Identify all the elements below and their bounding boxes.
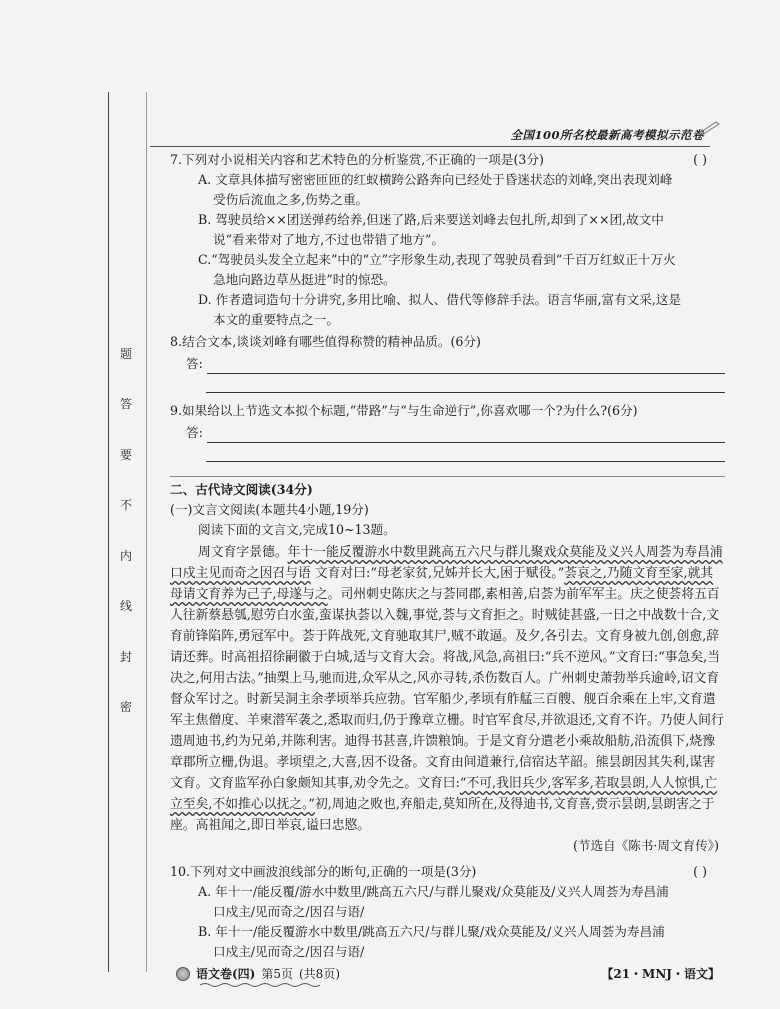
footer-badge-icon xyxy=(176,967,190,981)
passage-text: 。司州刺史陈庆之与荟同郡,素相善,启荟为前军军主。庆之使荟将五百人往新蔡悬瓠,慰劳白水蛮,蛮谋执荟以入魏,事觉,荟与文育拒之。时贼徒甚盛,一日之中战数十合,文育前锋陷阵,勇冠军中。荟于阵战死,文育驰取其尸,贼不敢逼。及夕,各引去。文育身被九创,创愈,辞请还葬。时高祖招徐嗣徽于白城,适与文育大会。将战,风急,高祖曰:“兵不逆风。”文育曰:“事急矣,当决之,何用古法。”抽槊上马,驰而进,众军从之,风亦寻转,杀伤数百人。广州刺史萧勃举兵逾岭,诏文育督众军讨之。时新吴洞主余孝顷举兵应勃。官军船少,孝顷有舴艋三百艘、舰百余乘在上牢,文育遣军主焦僧度、羊柬潜军袭之,悉取而归,仍于豫章立栅。时官军食尽,并欲退还,文育不许。乃使人间行遗周迪书,约为兄弟,并陈利害。迪得书甚喜,许馈粮饷。于是文育分遣老小乘故船舫,沿流俱下,烧豫章郡所立栅,伪退。孝顷望之,大喜,因不设备。文育由间道兼行,信宿达芊韶。熊昙朗因其失利,谋害文育。文育监军孙白象颇知其事,劝令先之。文育曰: xyxy=(170,587,724,791)
reading-instruction: 阅读下面的文言文,完成10~13题。 xyxy=(198,522,396,537)
exam-content xyxy=(170,150,725,962)
question-stem: 10.下列对文中画波浪线部分的断句,正确的一项是(3分) xyxy=(170,864,477,879)
option-text: A. 年十一/能反覆/游水中数里/跳高五六尺/与群儿聚戏/众莫能及/义兴人周荟为寿昌浦 xyxy=(198,884,669,899)
notice-char: 内 xyxy=(119,548,132,563)
question-8: 8.结合文本,谈谈刘峰有哪些值得称赞的精神品质。(6分) xyxy=(170,334,481,349)
underlined-text: 荟哀之,乃随文育至家,就其母请文育养为己子,母遂与之 xyxy=(170,566,714,602)
answer-label: 答: xyxy=(186,356,203,371)
option-d xyxy=(170,290,725,330)
notice-char: 封 xyxy=(119,649,132,664)
question-7 xyxy=(170,150,725,170)
notice-char: 不 xyxy=(119,498,132,513)
option-a xyxy=(170,882,725,922)
option-text: B. 驾驶员给××团送弹药给养,但迷了路,后来要送刘峰去包扎所,却到了××团,故文中 xyxy=(198,212,664,227)
notice-char: 密 xyxy=(119,699,132,714)
passage-text: 周文育字景德。 xyxy=(198,545,288,560)
passage-text: 文育对曰:“母老家贫,兄姊并长大,困于赋役。” xyxy=(310,566,565,581)
question-9: 9.如果给以上节选文本拟个标题,“带路”与“与生命逆行”,你喜欢哪一个?为什么?(6分) xyxy=(170,403,638,418)
notice-char: 线 xyxy=(119,599,132,614)
option-b xyxy=(170,922,725,962)
option-text: D. 作者遣词造句十分讲究,多用比喻、拟人、借代等修辞手法。语言华丽,富有文采,这是 xyxy=(198,292,682,307)
subsection-title: (一)文言文阅读(本题共4小题,19分) xyxy=(170,502,369,517)
footer-exam-name: 语文卷(四) xyxy=(196,967,256,981)
footer-page: 第5页 xyxy=(261,967,293,981)
classical-passage xyxy=(170,542,725,836)
seal-line-notice xyxy=(112,345,140,715)
option-text: C.“驾驶员头发全立起来”中的“立”字形象生动,表现了驾驶员看到“千百万红蚁正十万火 xyxy=(198,252,676,267)
binding-margin-line-inner xyxy=(146,92,147,972)
option-text: B. 年十一/能反覆游水中数里/跳高五六尺/与群儿聚/戏众莫能及/义兴人周荟为寿昌浦 xyxy=(198,924,665,939)
option-text-cont: 口戍主/见而奇之/因召与语/ xyxy=(213,944,365,959)
notice-char: 要 xyxy=(119,447,132,462)
option-b xyxy=(170,210,725,250)
notice-char: 题 xyxy=(119,347,132,361)
footer-total: (共8页) xyxy=(299,967,340,981)
passage-text: 初,周迪之败也,弃船走,莫知所在,及得迪书,文育喜,赍示昙朗,昙朗害之于座。高祖闻之,即日举哀,谥曰忠愍。 xyxy=(170,797,715,833)
answer-line[interactable] xyxy=(207,358,725,374)
question-stem: 7.下列对小说相关内容和艺术特色的分析鉴赏,不正确的一项是(3分) xyxy=(170,152,544,167)
option-text-cont: 口戍主/见而奇之/因召与语/ xyxy=(213,904,365,919)
header-rule xyxy=(150,146,710,147)
answer-line-extra[interactable] xyxy=(206,374,725,393)
notice-char: 答 xyxy=(119,397,132,412)
header-title: 全国100所名校最新高考模拟示范卷 xyxy=(510,128,704,142)
answer-paren: ( ) xyxy=(693,864,707,879)
option-text-cont: 受伤后流血之多,伤势之重。 xyxy=(213,192,369,207)
answer-line[interactable] xyxy=(207,427,725,443)
question-10 xyxy=(170,862,725,882)
passage-source: (节选自《陈书·周文育传》) xyxy=(572,838,719,853)
answer-line-extra[interactable] xyxy=(206,443,725,462)
option-text-cont: 说“看来带对了地方,不过也带错了地方”。 xyxy=(213,232,444,247)
answer-row-8 xyxy=(170,352,725,374)
option-text-cont: 本文的重要特点之一。 xyxy=(213,312,339,327)
answer-paren: ( ) xyxy=(693,152,707,167)
footer-left xyxy=(176,965,340,982)
binding-margin-line xyxy=(108,92,109,972)
option-text-cont: 急地向路边草丛挺进”时的惊恐。 xyxy=(213,272,396,287)
option-a xyxy=(170,170,725,210)
section-title: 二、古代诗文阅读(34分) xyxy=(170,476,725,500)
footer-wave-decoration xyxy=(200,982,320,988)
answer-row-9 xyxy=(170,421,725,443)
footer-code: 【21・MNJ・语文】 xyxy=(601,967,720,981)
option-c xyxy=(170,250,725,290)
underlined-text: “不可,我旧兵少,客军多,若取昙朗,人人惊惧,亡立至矣,不如推心以抚之。” xyxy=(170,776,718,812)
answer-label: 答: xyxy=(186,425,203,440)
option-text: A. 文章具体描写密密匝匝的红蚁横跨公路奔向已经处于昏迷状态的刘峰,突出表现刘峰 xyxy=(198,172,673,187)
wavy-underlined-text: 年十一能反覆游水中数里跳高五六尺与群儿聚戏众莫能及义兴人周荟为寿昌浦口戍主见而奇之因召与语 xyxy=(170,545,723,581)
pen-icon xyxy=(696,118,720,136)
